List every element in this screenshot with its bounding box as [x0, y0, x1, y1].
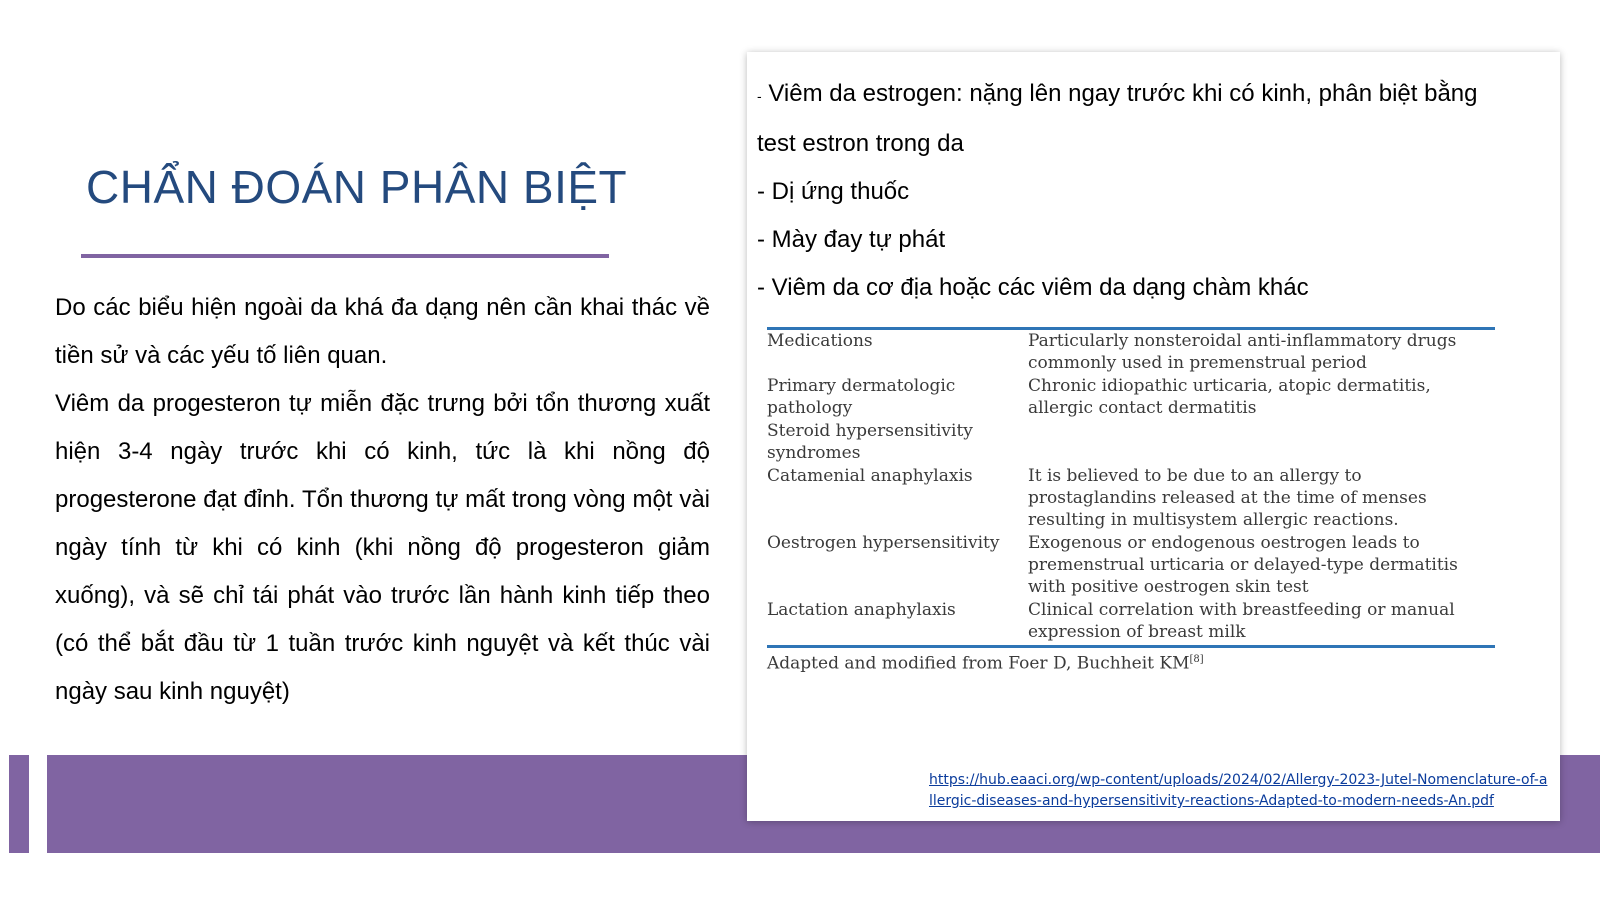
table-cell-condition: Medications [767, 331, 873, 351]
table-footnote [767, 648, 1495, 676]
table-cell-note: Chronic idiopathic urticaria, atopic dermatitis, allergic contact dermatitis [1028, 376, 1431, 418]
bullet-dash: - [757, 88, 762, 104]
slide-title: CHẨN ĐOÁN PHÂN BIỆT [86, 161, 628, 213]
title-underline [81, 254, 609, 258]
body-paragraph-intro: Do các biểu hiện ngoài da khá đa dạng nên cần khai thác về tiền sử và các yếu tố liên quan. [55, 294, 710, 369]
list-item: - Dị ứng thuốc [757, 178, 910, 205]
table-cell-note: Exogenous or endogenous oestrogen leads to premenstrual urticaria or delayed-type dermatitis with positive oestrogen skin test [1028, 533, 1458, 597]
body-paragraph-progesterone: Viêm da progesteron tự miễn đặc trưng bởi tổn thương xuất hiện 3-4 ngày trước khi có kinh, tức là khi nồng độ progesterone đạt đỉnh. Tổn thương tự mất trong vòng một vài ngày tính từ khi có kinh (khi nồng độ progesteron giảm xuống), và sẽ chỉ tái phát vào trước lần hành kinh tiếp theo (có thể bắt đầu từ 1 tuần trước kinh nguyệt và kết thúc vài ngày sau kinh nguyệt) [55, 390, 710, 705]
list-item: - Mày đay tự phát [757, 226, 946, 253]
table-row [767, 599, 1495, 644]
table-cell-note [1028, 420, 1495, 465]
list-item: - Viêm da cơ địa hoặc các viêm da dạng chàm khác [757, 274, 1309, 301]
table-row [767, 375, 1495, 420]
body-text [55, 284, 710, 716]
table-row [767, 420, 1495, 465]
table-cell-condition: Steroid hypersensitivity syndromes [767, 421, 973, 463]
table-footnote-text: Adapted and modified from Foer D, Buchheit KM [767, 653, 1190, 674]
table-cell-note: Clinical correlation with breastfeeding or manual expression of breast milk [1028, 600, 1455, 642]
list-item [757, 70, 1517, 168]
source-link[interactable]: https://hub.eaaci.org/wp-content/uploads/2024/02/Allergy-2023-Jutel-Nomenclature-of-allergic-diseases-and-hypersensitivity-reactions-Adapted-to-modern-needs-An.pdf [929, 772, 1548, 809]
list-item-text: Viêm da estrogen: nặng lên ngay trước khi có kinh, phân biệt bằng test estron trong da [757, 80, 1478, 157]
table-cell-condition: Lactation anaphylaxis [767, 600, 956, 620]
differential-list [757, 70, 1517, 312]
table-cell-note: Particularly nonsteroidal anti-inflammatory drugs commonly used in premenstrual period [1028, 331, 1457, 373]
table-cell-condition: Primary dermatologic pathology [767, 376, 956, 418]
content-card [747, 52, 1560, 821]
citation-ref: [8] [1189, 654, 1204, 665]
accent-band-left [9, 755, 29, 853]
table-cell-note: It is believed to be due to an allergy to prostaglandins released at the time of menses resulting in multisystem allergic reactions. [1028, 466, 1427, 530]
table-cell-condition: Oestrogen hypersensitivity [767, 533, 1000, 553]
table-row [767, 465, 1495, 532]
table-body [767, 330, 1495, 644]
table-row [767, 532, 1495, 599]
table-row [767, 330, 1495, 375]
differential-table [767, 327, 1495, 676]
table-cell-condition: Catamenial anaphylaxis [767, 466, 973, 486]
